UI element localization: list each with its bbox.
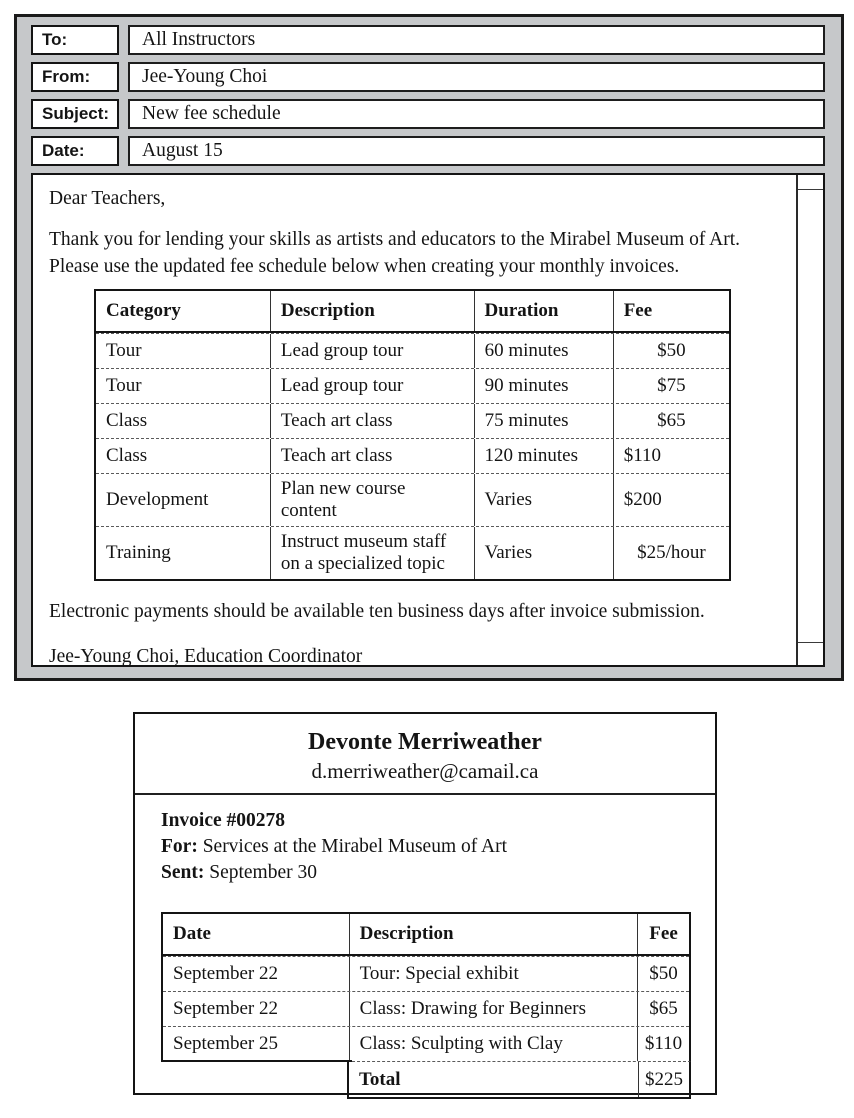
fee-table-row xyxy=(96,438,729,473)
total-value: $225 xyxy=(638,1062,689,1097)
from-label: From: xyxy=(31,62,119,92)
email-field-row-from xyxy=(31,62,825,92)
scrollbar[interactable] xyxy=(796,175,823,665)
fee-header-category: Category xyxy=(106,300,181,321)
cell-category: Tour xyxy=(106,375,142,396)
email-body-content xyxy=(33,175,794,665)
invoice-header-description: Description xyxy=(349,914,637,954)
greeting-text: Dear Teachers, xyxy=(49,188,166,209)
cell-duration: 75 minutes xyxy=(474,404,613,438)
to-field[interactable]: All Instructors xyxy=(128,25,825,55)
cell-category: Tour xyxy=(106,340,142,361)
invoice-header-date: Date xyxy=(173,923,211,944)
fee-table-row xyxy=(96,333,729,368)
cell-fee: $200 xyxy=(613,474,729,526)
invoice-for-line: For: Services at the Mirabel Museum of Art xyxy=(161,836,508,857)
cell-description: Lead group tour xyxy=(270,369,474,403)
cell-date: September 25 xyxy=(173,1033,279,1054)
from-field[interactable]: Jee-Young Choi xyxy=(128,62,825,92)
cell-fee: $65 xyxy=(613,404,729,438)
cell-description: Class: Drawing for Beginners xyxy=(349,992,637,1026)
cell-description: Class: Sculpting with Clay xyxy=(349,1027,637,1061)
cell-fee: $65 xyxy=(637,992,689,1026)
date-label: Date: xyxy=(31,136,119,166)
cell-duration: Varies xyxy=(474,527,613,579)
invoice-details xyxy=(135,795,715,886)
to-label: To: xyxy=(31,25,119,55)
scrollbar-bottom-cap[interactable] xyxy=(798,642,823,665)
invoice-sent-line: Sent: September 30 xyxy=(161,862,317,883)
invoice-table-header-row xyxy=(163,914,689,956)
invoice-row xyxy=(163,991,689,1026)
fee-table-row xyxy=(96,526,729,579)
email-body xyxy=(31,173,825,667)
intro-paragraph: Thank you for lending your skills as artists and educators to the Mirabel Museum of Art. Please use the updated fee schedule below when creating your monthly invoices. xyxy=(49,229,741,277)
cell-description: Instruct museum staff on a specialized topic xyxy=(270,527,474,579)
date-field[interactable]: August 15 xyxy=(128,136,825,166)
fee-table-row xyxy=(96,368,729,403)
cell-duration: 120 minutes xyxy=(474,439,613,473)
scrollbar-top-cap[interactable] xyxy=(798,175,823,190)
fee-table-header-row xyxy=(96,291,729,333)
cell-category: Training xyxy=(106,542,171,563)
cell-fee: $50 xyxy=(637,957,689,991)
invoice-table xyxy=(161,912,691,1099)
cell-date: September 22 xyxy=(173,963,279,984)
fee-table-row xyxy=(96,403,729,438)
invoice-table-main xyxy=(161,912,691,1061)
subject-label: Subject: xyxy=(31,99,119,129)
cell-duration: 60 minutes xyxy=(474,334,613,368)
subject-field[interactable]: New fee schedule xyxy=(128,99,825,129)
invoice-total-row xyxy=(347,1061,691,1099)
cell-fee: $110 xyxy=(637,1027,689,1061)
invoice-row xyxy=(163,1026,689,1061)
cell-fee: $75 xyxy=(613,369,729,403)
cell-fee: $110 xyxy=(613,439,729,473)
invoice-number: Invoice #00278 xyxy=(161,810,286,831)
signature: Jee-Young Choi, Education Coordinator xyxy=(49,646,363,667)
cell-category: Class xyxy=(106,410,148,431)
invoice-header xyxy=(135,714,715,795)
invoice-row xyxy=(163,956,689,991)
invoice-sender-email: d.merriweather@camail.ca xyxy=(311,759,539,783)
fee-schedule-table xyxy=(94,289,731,581)
invoice-sender-name: Devonte Merriweather xyxy=(308,729,542,755)
total-label: Total xyxy=(359,1068,401,1090)
cell-description: Tour: Special exhibit xyxy=(349,957,637,991)
cell-date: September 22 xyxy=(173,998,279,1019)
invoice-card xyxy=(133,712,717,1095)
email-window xyxy=(14,14,844,681)
cell-duration: 90 minutes xyxy=(474,369,613,403)
cell-description: Teach art class xyxy=(270,404,474,438)
email-field-row-date xyxy=(31,136,825,166)
email-field-row-to xyxy=(31,25,825,55)
cell-category: Class xyxy=(106,445,148,466)
invoice-header-fee: Fee xyxy=(637,914,689,954)
cell-fee: $25/hour xyxy=(613,527,729,579)
cell-duration: Varies xyxy=(474,474,613,526)
payment-note: Electronic payments should be available ten business days after invoice submission. xyxy=(49,601,705,622)
cell-description: Teach art class xyxy=(270,439,474,473)
fee-header-description: Description xyxy=(270,291,474,331)
cell-fee: $50 xyxy=(613,334,729,368)
fee-header-fee: Fee xyxy=(613,291,729,331)
cell-description: Plan new course content xyxy=(270,474,474,526)
cell-category: Development xyxy=(106,489,209,510)
fee-table-row xyxy=(96,473,729,526)
cell-description: Lead group tour xyxy=(270,334,474,368)
email-field-row-subject xyxy=(31,99,825,129)
fee-header-duration: Duration xyxy=(474,291,613,331)
